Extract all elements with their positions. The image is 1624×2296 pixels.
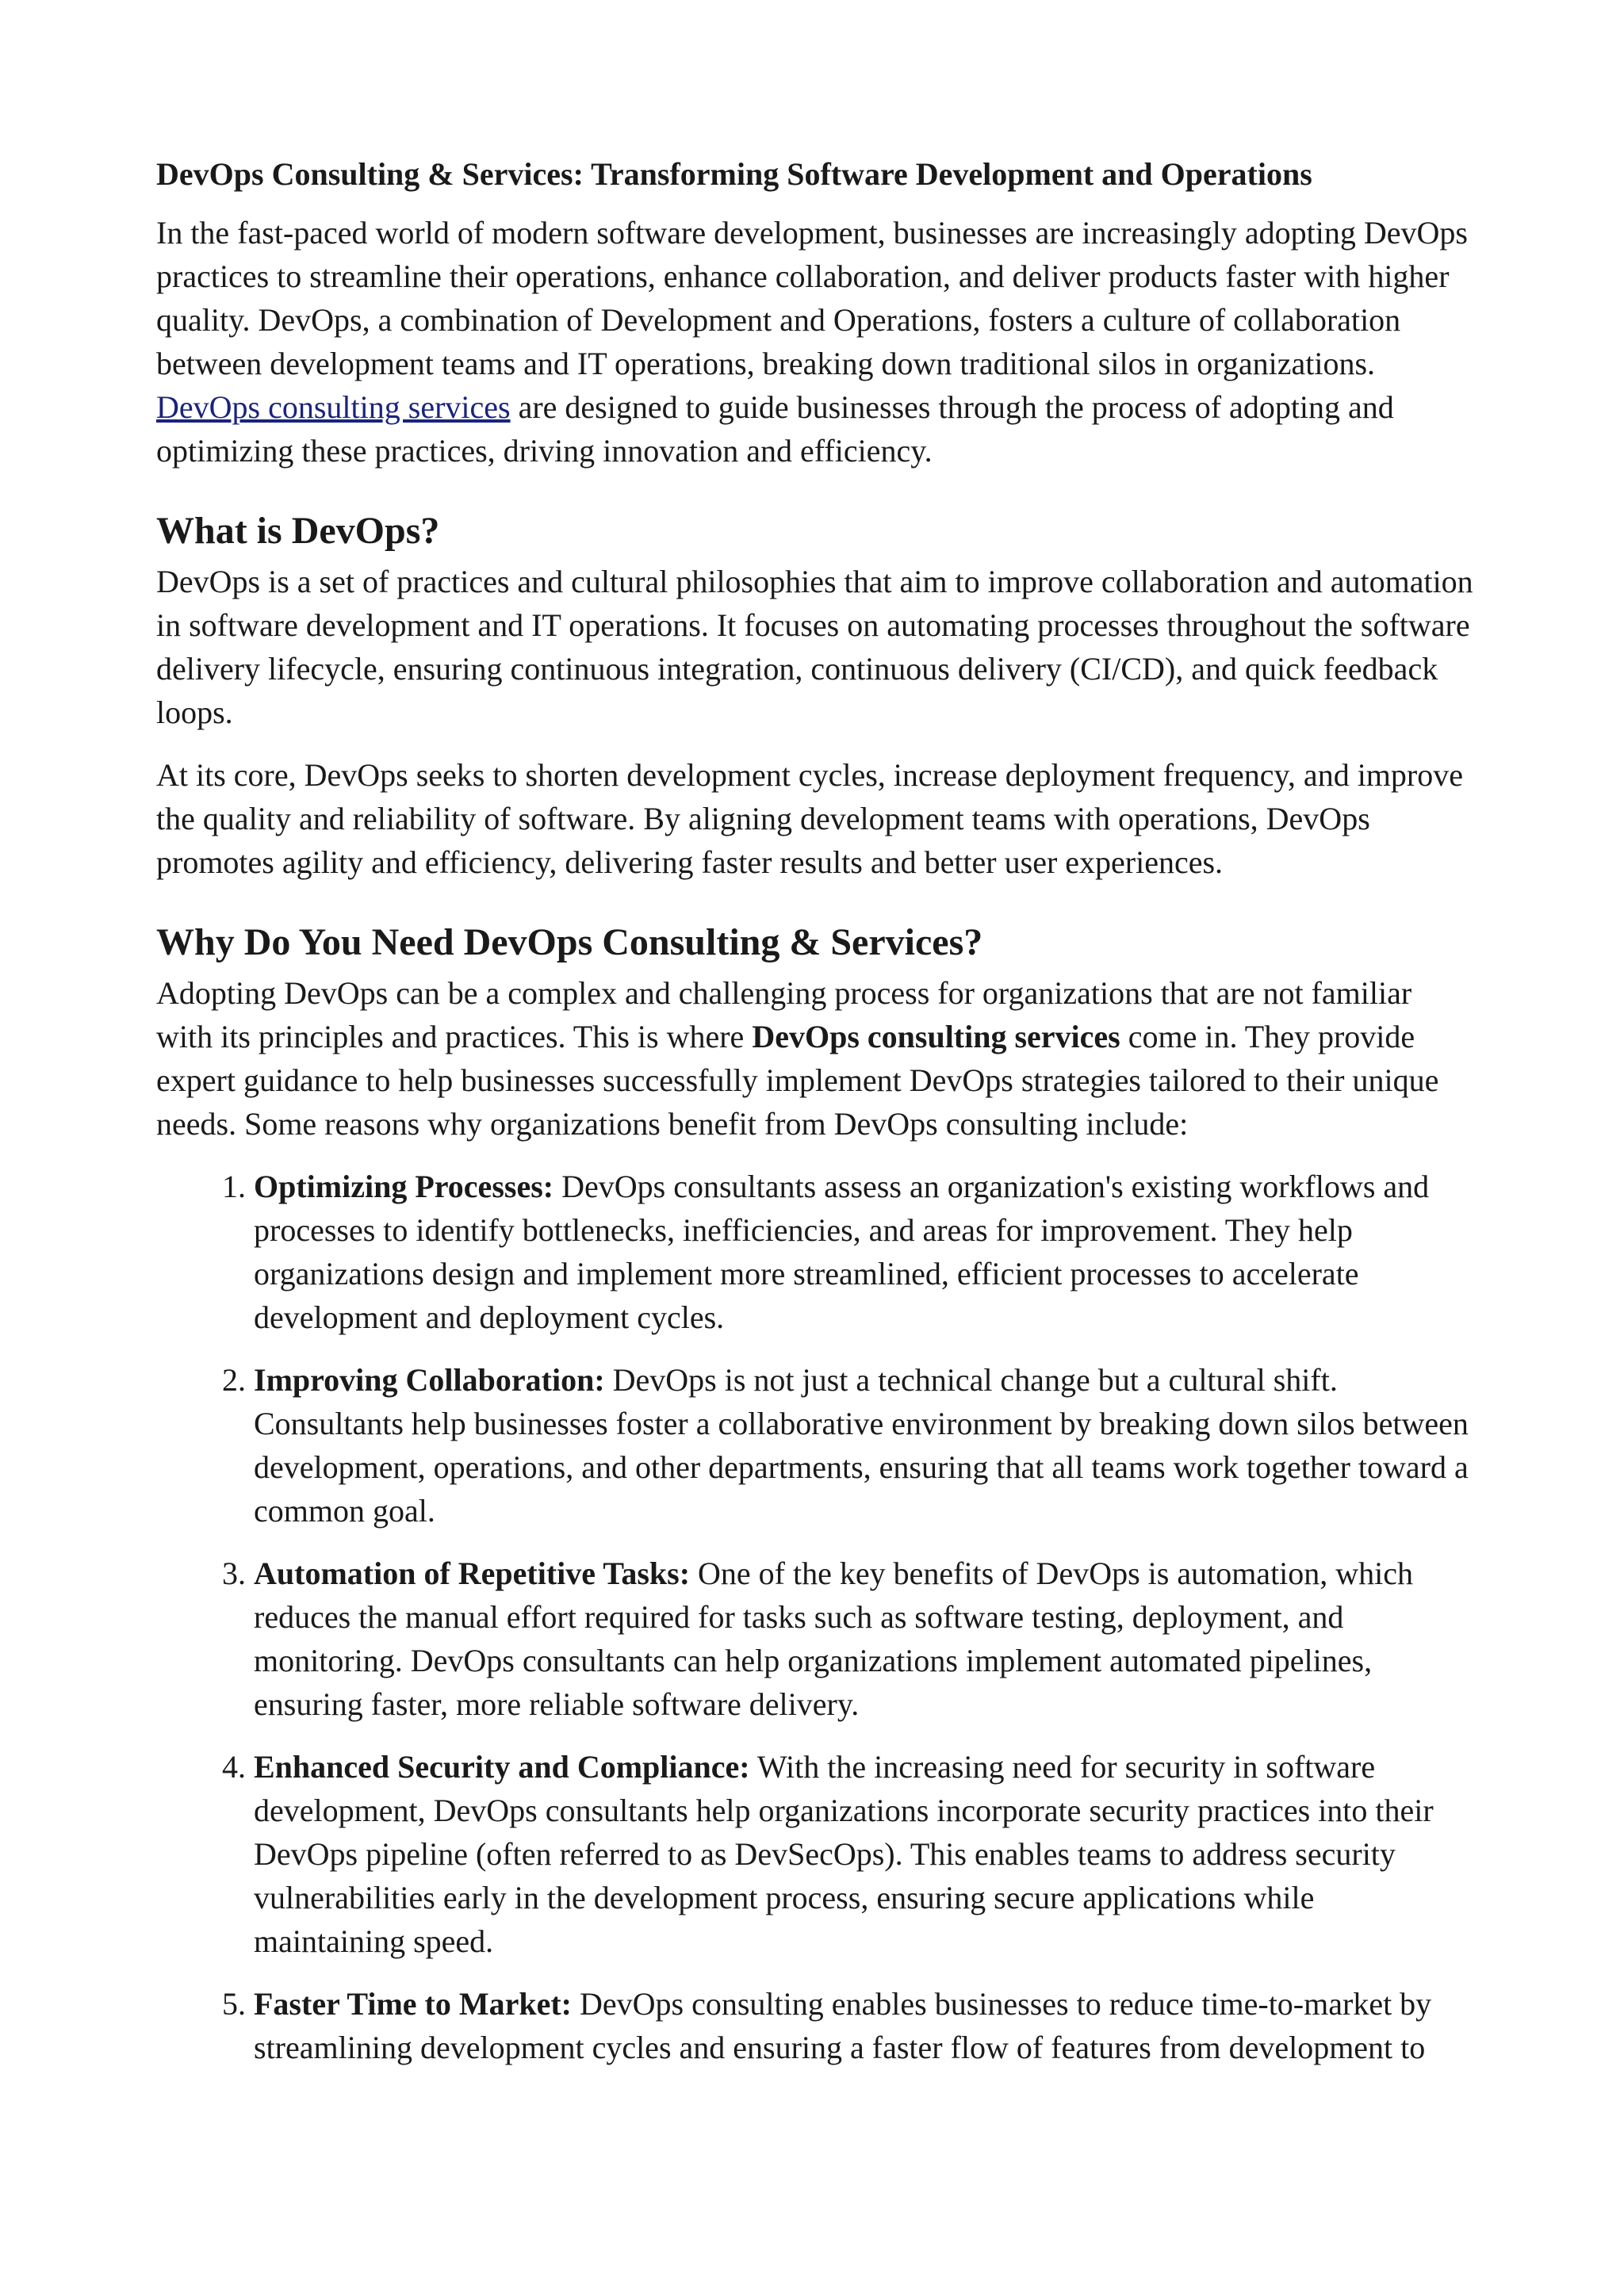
list-item-label: Improving Collaboration: [254,1362,605,1398]
intro-text-start: In the fast-paced world of modern software development, businesses are increasingly adopting DevOps practices to streamline their operations, enhance collaboration, and deliver products faster with higher quality. DevOps, a combination of Development and Operations, fosters a culture of collaboration between development teams and IT operations, breaking down traditional silos in organizations. [156,215,1468,381]
list-item [254,1552,1473,1726]
list-item-label: Automation of Repetitive Tasks: [254,1556,691,1591]
why-intro-text-end: come in. They provide expert guidance to help businesses successfully implement DevOps strategies tailored to their unique needs. Some reasons why organizations benefit from DevOps consulting include: [156,1019,1439,1142]
list-item-text: DevOps is not just a technical change but a cultural shift. Consultants help businesses foster a collaborative environment by breaking down silos between development, operations, and other departments, ensuring that all teams work together toward a common goal. [254,1362,1469,1529]
list-item [254,1165,1473,1339]
why-devops-intro-paragraph [156,971,1473,1146]
intro-paragraph [156,211,1473,473]
list-item [254,1745,1473,1963]
list-item-text: DevOps consultants assess an organization's existing workflows and processes to identify bottlenecks, inefficiencies, and areas for improvement. They help organizations design and implement more streamlined, efficient processes to accelerate development and deployment cycles. [254,1169,1430,1335]
list-item-text: With the increasing need for security in software development, DevOps consultants help organizations incorporate security practices into their DevOps pipeline (often referred to as DevSecOps). This enables teams to address security vulnerabilities early in the development process, ensuring secure applications while maintaining speed. [254,1749,1434,1959]
section-heading-what-is-devops: What is DevOps? [156,510,440,552]
what-is-devops-paragraph-1: DevOps is a set of practices and cultural philosophies that aim to improve collaboration and automation in software development and IT operations. It focuses on automating processes throughout the software delivery lifecycle, ensuring continuous integration, continuous delivery (CI/CD), and quick feedback loops. [156,564,1473,730]
why-intro-bold-text: DevOps consulting services [752,1019,1120,1054]
list-item-label: Faster Time to Market: [254,1986,572,2022]
benefits-list [156,1165,1473,2069]
devops-consulting-link[interactable]: DevOps consulting services [156,389,511,425]
why-intro-text-start: Adopting DevOps can be a complex and challenging process for organizations that are not familiar with its principles and practices. This is where [156,975,1412,1054]
list-item-label: Optimizing Processes: [254,1169,554,1204]
list-item-text: One of the key benefits of DevOps is automation, which reduces the manual effort required for tasks such as software testing, deployment, and monitoring. DevOps consultants can help organizations implement automated pipelines, ensuring faster, more reliable software delivery. [254,1556,1414,1722]
list-item-label: Enhanced Security and Compliance: [254,1749,750,1785]
list-item [254,1358,1473,1533]
what-is-devops-paragraph-2: At its core, DevOps seeks to shorten development cycles, increase deployment frequency, and improve the quality and reliability of software. By aligning development teams with operations, DevOps promotes agility and efficiency, delivering faster results and better user experiences. [156,757,1463,880]
document-title: DevOps Consulting & Services: Transforming Software Development and Operations [156,156,1312,192]
intro-text-end: are designed to guide businesses through the process of adopting and optimizing these practices, driving innovation and efficiency. [156,389,1394,469]
list-item-text: DevOps consulting enables businesses to reduce time-to-market by streamlining development cycles and ensuring a faster flow of features from development to [254,1986,1432,2065]
list-item [254,1982,1473,2069]
section-heading-why-devops-consulting: Why Do You Need DevOps Consulting & Services? [156,921,983,963]
